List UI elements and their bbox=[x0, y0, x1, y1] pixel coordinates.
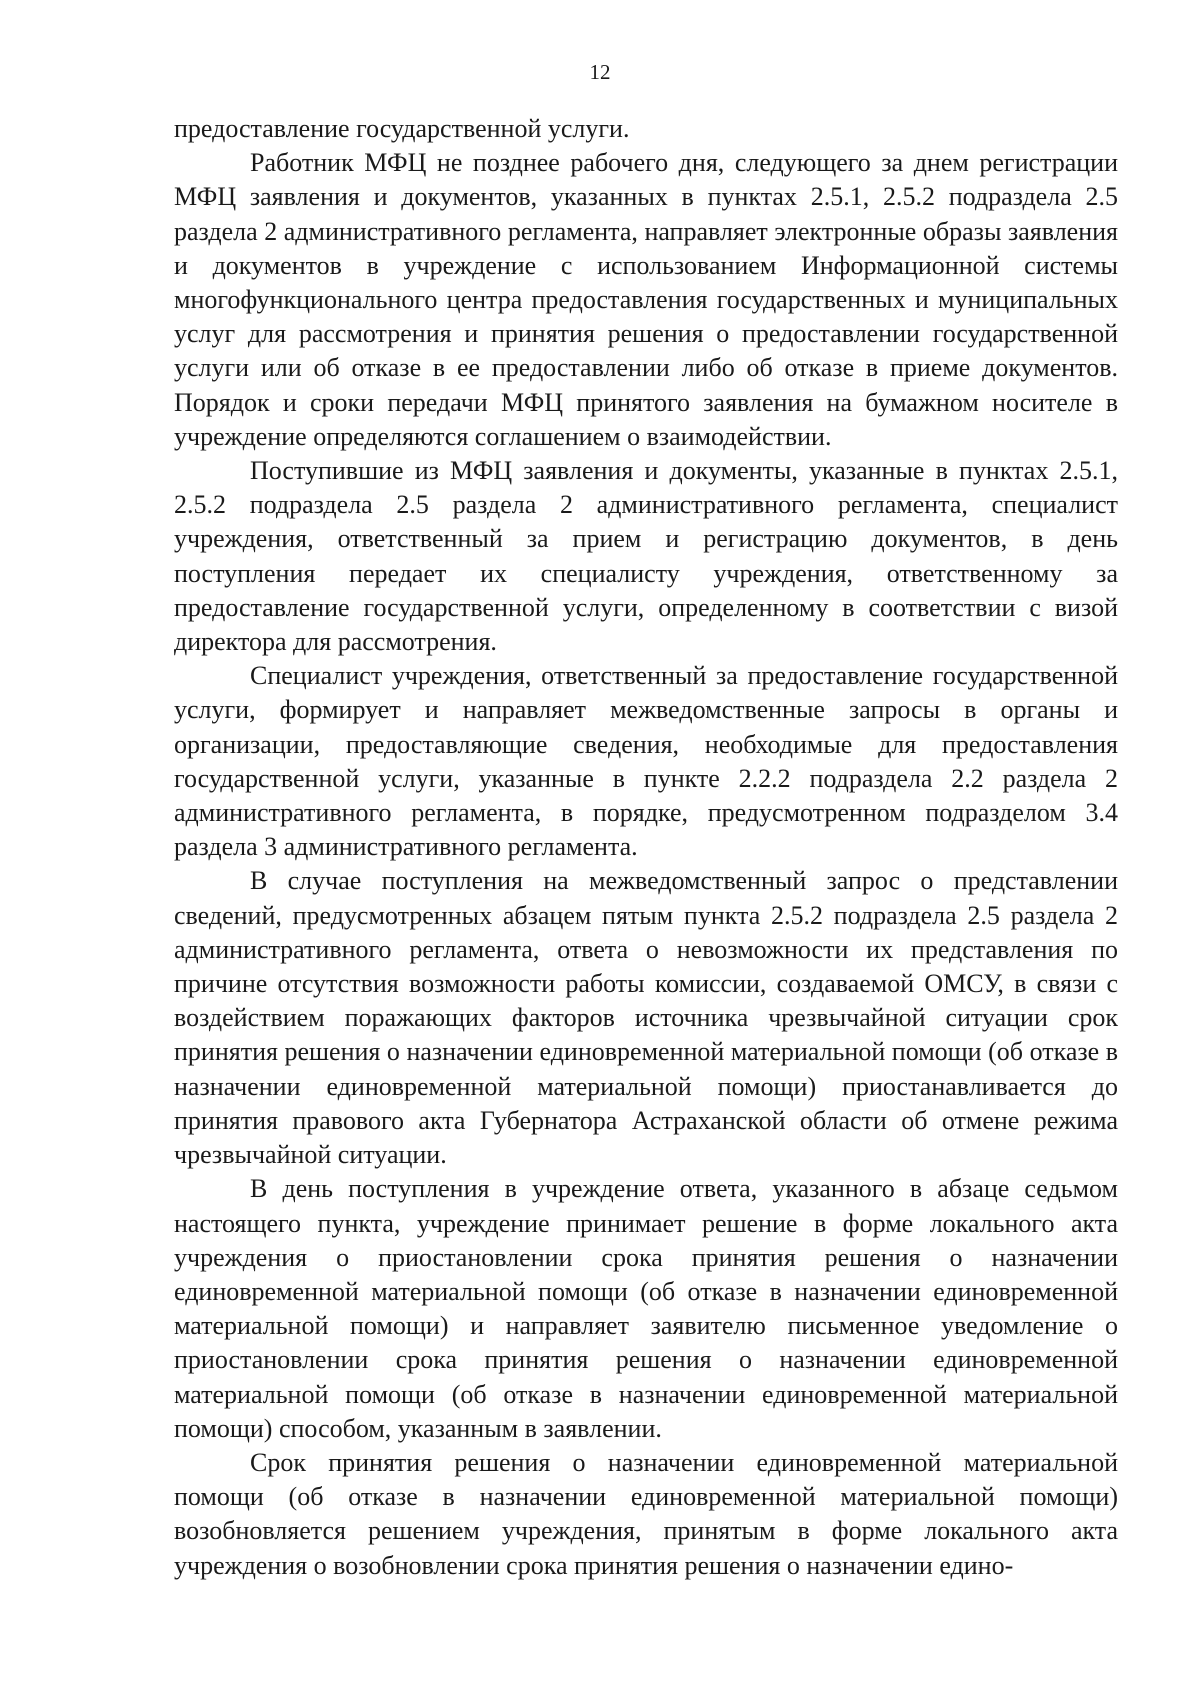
page-number: 12 bbox=[589, 60, 611, 84]
paragraph-interagency-requests: Специалист учреждения, ответственный за предоставление государственной услуги, формирует и направляет межведомственные запросы в органы и организации, предоставляющие сведения, необходимые для предоставления государственной услуги, указанные в пункте 2.2.2 подраздела 2.2 раздела 2 административного регламента, в порядке, предусмотренном подразделом 3.4 раздела 3 административного регламента. bbox=[174, 661, 1118, 862]
paragraph-received-documents: Поступившие из МФЦ заявления и документы, указанные в пунктах 2.5.1, 2.5.2 подраздела 2.5 раздела 2 административного регламента, специалист учреждения, ответственный за прием и регистрацию документов, в день поступления передает их специалисту учреждения, ответственному за предоставление государственной услуги, определенному в соответствии с визой директора для рассмотрения. bbox=[174, 456, 1118, 657]
paragraph-continuation: предоставление государственной услуги. bbox=[174, 114, 630, 143]
paragraph-suspension-case: В случае поступления на межведомственный запрос о представлении сведений, предусмотренных абзацем пятым пункта 2.5.2 подраздела 2.5 раздела 2 административного регламента, ответа о невозможности их представления по причине отсутствия возможности работы комиссии, создаваемой ОМСУ, в связи с воздействием поражающих факторов источника чрезвычайной ситуации срок принятия решения о назначении единовременной материальной помощи (об отказе в назначении единовременной материальной помощи) приостанавливается до принятия правового акта Губернатора Астраханской области об отмене режима чрезвычайной ситуации. bbox=[174, 866, 1118, 1170]
document-body bbox=[174, 112, 1118, 1583]
paragraph-mfc-employee: Работник МФЦ не позднее рабочего дня, следующего за днем регистрации МФЦ заявления и документов, указанных в пунктах 2.5.1, 2.5.2 подраздела 2.5 раздела 2 административного регламента, направляет электронные образы заявления и документов в учреждение с использованием Информационной системы многофункционального центра предоставления государственных и муниципальных услуг для рассмотрения и принятия решения о предоставлении государственной услуги или об отказе в ее предоставлении либо об отказе в приеме документов. Порядок и сроки передачи МФЦ принятого заявления на бумажном носителе в учреждение определяются соглашением о взаимодействии. bbox=[174, 148, 1118, 451]
paragraph-suspension-decision: В день поступления в учреждение ответа, указанного в абзаце седьмом настоящего пункта, учреждение принимает решение в форме локального акта учреждения о приостановлении срока принятия решения о назначении единовременной материальной помощи (об отказе в назначении единовременной материальной помощи) и направляет заявителю письменное уведомление о приостановлении срока принятия решения о назначении единовременной материальной помощи (об отказе в назначении единовременной материальной помощи) способом, указанным в заявлении. bbox=[174, 1174, 1118, 1443]
paragraph-resumption: Срок принятия решения о назначении единовременной материальной помощи (об отказе в назначении единовременной материальной помощи) возобновляется решением учреждения, принятым в форме локального акта учреждения о возобновлении срока принятия решения о назначении едино- bbox=[174, 1447, 1118, 1580]
